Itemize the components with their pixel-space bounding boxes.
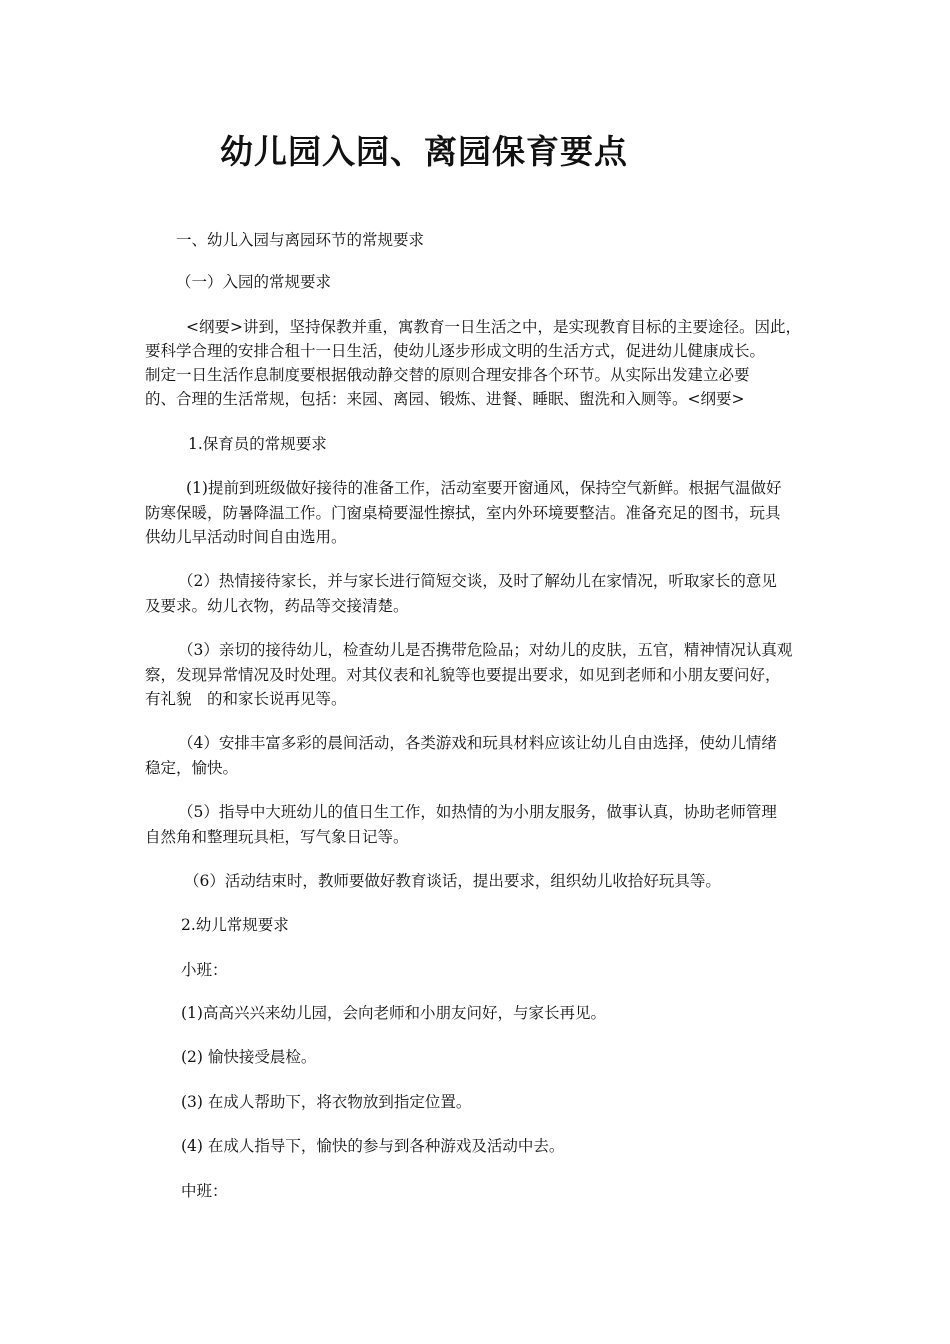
item3-line-2: 察，发现异常情况及时处理。对其仪表和礼貌等也要提出要求，如见到老师和小朋友要问好， — [145, 666, 781, 684]
intro-line-2: 要科学合理的安排合租十一日生活，使幼儿逐步形成文明的生活方式，促进幼儿健康成长。 — [145, 342, 766, 360]
document-title: 幼儿园入园、离园保育要点 — [220, 132, 628, 171]
item2-line-1: （2）热情接待家长，并与家长进行简短交谈，及时了解幼儿在家情况，听取家长的意见 — [178, 572, 777, 590]
item5-line-2: 自然角和整理玩具柜，写气象日记等。 — [145, 828, 409, 846]
item6-line: （6）活动结束时，教师要做好教育谈话，提出要求，组织幼儿收拾好玩具等。 — [184, 872, 721, 890]
item2-line-2: 及要求。幼儿衣物，药品等交接清楚。 — [145, 597, 409, 615]
small-item-2: (2) 愉快接受晨检。 — [181, 1048, 317, 1066]
child-heading: 2.幼儿常规要求 — [181, 916, 289, 934]
item3-line-3: 有礼貌 的和家长说再见等。 — [145, 690, 347, 708]
item1-line-3: 供幼儿早活动时间自由选用。 — [145, 528, 347, 546]
subsection-heading: （一）入园的常规要求 — [176, 273, 332, 291]
small-item-4: (4) 在成人指导下，愉快的参与到各种游戏及活动中去。 — [181, 1137, 565, 1155]
caregiver-heading: 1.保育员的常规要求 — [188, 435, 327, 453]
item5-line-1: （5）指导中大班幼儿的值日生工作，如热情的为小朋友服务，做事认真，协助老师管理 — [178, 803, 777, 821]
small-item-3: (3) 在成人帮助下，将衣物放到指定位置。 — [181, 1093, 472, 1111]
small-class-label: 小班： — [181, 961, 228, 979]
intro-line-1: <纲要>讲到，坚持保教并重，寓教育一日生活之中，是实现教育目标的主要途径。因此， — [186, 318, 801, 336]
item4-line-2: 稳定，愉快。 — [145, 759, 239, 777]
intro-line-4: 的、合理的生活常规，包括：来园、离园、锻炼、进餐、睡眠、盥洗和入厕等。<纲要> — [145, 390, 745, 408]
small-item-1: (1)高高兴兴来幼儿园，会向老师和小朋友问好，与家长再见。 — [181, 1004, 606, 1022]
item3-line-1: （3）亲切的接待幼儿，检查幼儿是否携带危险品；对幼儿的皮肤，五官，精神情况认真观 — [178, 641, 793, 659]
item1-line-2: 防寒保暖，防暑降温工作。门窗桌椅要湿性擦拭，室内外环境要整洁。准备充足的图书，玩具 — [145, 504, 781, 522]
intro-line-3: 制定一日生活作息制度要根据俄动静交替的原则合理安排各个环节。从实际出发建立必要 — [145, 366, 750, 384]
item1-line-1: (1)提前到班级做好接待的准备工作，活动室要开窗通风，保持空气新鲜。根据气温做好 — [186, 479, 782, 497]
item4-line-1: （4）安排丰富多彩的晨间活动，各类游戏和玩具材料应该让幼儿自由选择，使幼儿情绪 — [178, 734, 777, 752]
middle-class-label: 中班： — [181, 1182, 228, 1200]
section-heading: 一、幼儿入园与离园环节的常规要求 — [176, 231, 425, 249]
